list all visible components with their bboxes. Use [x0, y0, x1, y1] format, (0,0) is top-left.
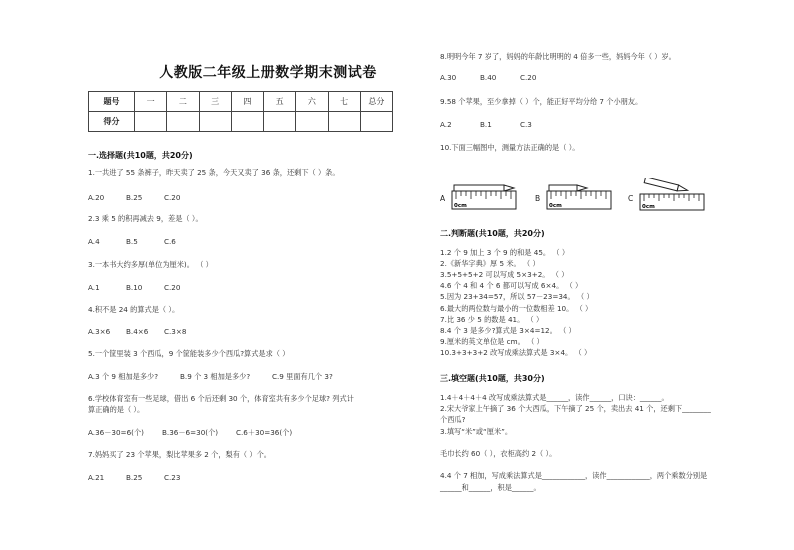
option-a: A.2: [440, 120, 452, 129]
section3-heading: 三.填空题(共10题，共30分): [440, 374, 545, 383]
score-col-total: 总分: [360, 92, 392, 112]
score-col-3: 三: [199, 92, 231, 112]
question-4: 4.积不是 24 的算式是（ ）。: [88, 305, 180, 314]
section1-heading: 一.选择题(共10题，共20分): [88, 151, 193, 160]
option-b: B.4×6: [126, 327, 149, 336]
question-8: 8.明明今年 7 岁了，妈妈的年龄比明明的 4 倍多一些，妈妈今年（ ）岁。: [440, 52, 676, 61]
ruler-figure-c: [636, 178, 710, 214]
question-7: 7.妈妈买了 23 个苹果，梨比苹果多 2 个，梨有（ ）个。: [88, 450, 271, 459]
score-col-4: 四: [231, 92, 263, 112]
figure-b-label: B: [535, 194, 541, 203]
score-table-row-labels: [89, 92, 393, 112]
judge-item-5: 5.因为 23+34=57，所以 57－23=34。 （ ）: [440, 292, 594, 301]
score-cell[interactable]: [328, 112, 360, 132]
score-cell[interactable]: [360, 112, 392, 132]
question-6-options: [88, 428, 292, 438]
option-c: C.20: [164, 283, 181, 292]
option-c: C.20: [164, 193, 181, 202]
ruler-figures: [440, 178, 770, 218]
right-column: [440, 0, 770, 550]
pencil-b: [549, 185, 577, 191]
fill-item-2-line-1: 2.宋大爷家上午摘了 36 个大西瓜，下午摘了 25 个，卖出去 41 个，还剩下________: [440, 404, 711, 413]
question-10: 10.下面三幅图中，测量方法正确的是（ ）。: [440, 143, 580, 152]
question-9: 9.58 个苹果，至少拿掉（ ）个，能正好平均分给 7 个小朋友。: [440, 97, 643, 106]
question-7-options: [88, 473, 180, 483]
question-5: 5.一个筐里装 3 个西瓜，9 个筐能装多少个西瓜?算式是求（ ）: [88, 349, 290, 358]
option-a: A.1: [88, 283, 100, 292]
option-c: C.3: [520, 120, 532, 129]
question-8-options: [440, 73, 536, 83]
question-5-options: [88, 372, 333, 382]
fill-item-1: 1.4＋4＋4＋4 改写成乘法算式是______，读作______，口诀：______。: [440, 393, 669, 402]
option-a: A.4: [88, 237, 100, 246]
ruler-figure-a: [450, 181, 520, 213]
judge-item-10: 10.3+3+3+2 改写成乘法算式是 3×4。 （ ）: [440, 348, 592, 357]
score-col-1: 一: [135, 92, 167, 112]
pencil-c: [644, 178, 688, 193]
judge-item-7: 7.比 36 少 5 的数是 41。 （ ）: [440, 315, 544, 324]
ruler-c-unit: 0cm: [642, 204, 655, 210]
score-cell[interactable]: [167, 112, 199, 132]
pencil-b-tip: [577, 185, 587, 191]
judge-item-3: 3.5+5+5+2 可以写成 5×3+2。 （ ）: [440, 270, 569, 279]
question-1-options: [88, 193, 180, 203]
pencil-a: [454, 185, 504, 191]
score-cell[interactable]: [231, 112, 263, 132]
fill-item-3: 3.填写“米”或“厘米”。: [440, 427, 513, 436]
score-col-2: 二: [167, 92, 199, 112]
question-1: 1.一共进了 55 条裤子，昨天卖了 25 条，今天又卖了 36 条，还剩下（ ）条。: [88, 168, 340, 177]
figure-a-label: A: [440, 194, 446, 203]
option-b: B.25: [126, 473, 143, 482]
page-title: 人教版二年级上册数学期末测试卷: [159, 65, 377, 81]
question-3-options: [88, 283, 180, 293]
judge-item-4: 4.6 个 4 和 4 个 6 都可以写成 6×4。 （ ）: [440, 281, 583, 290]
ruler-figure-b: [545, 181, 615, 213]
score-col-6: 六: [296, 92, 328, 112]
fill-item-4-line-2: ______和______，积是______。: [440, 483, 541, 492]
score-col-5: 五: [264, 92, 296, 112]
judge-item-6: 6.最大的两位数与最小的一位数相差 10。 （ ）: [440, 304, 593, 313]
option-b: B.1: [480, 120, 492, 129]
pencil-a-tip: [504, 185, 514, 191]
option-a: A.20: [88, 193, 105, 202]
fill-item-4-line-1: 4.4 个 7 相加，写成乘法算式是____________，读作____________，两个乘数分别是: [440, 471, 708, 480]
score-row-head: 得分: [89, 112, 135, 132]
option-a: A.36－30=6(个): [88, 428, 144, 437]
score-table-row-scores: [89, 112, 393, 132]
option-a: A.3 个 9 相加是多少?: [88, 372, 159, 381]
option-b: B.5: [126, 237, 138, 246]
score-cell[interactable]: [264, 112, 296, 132]
option-a: A.30: [440, 73, 457, 82]
question-3: 3.一本书大约多厚(单位为厘米)。 （ ）: [88, 260, 213, 269]
judge-item-9: 9.厘米的英文单位是 cm。 （ ）: [440, 337, 544, 346]
option-b: B.9 个 3 相加是多少?: [180, 372, 251, 381]
section2-heading: 二.判断题(共10题，共20分): [440, 229, 545, 238]
score-table: [88, 91, 393, 132]
judge-item-1: 1.2 个 9 加上 3 个 9 的和是 45。 （ ）: [440, 248, 570, 257]
option-c: C.3×8: [164, 327, 187, 336]
ruler-a-unit: 0cm: [454, 203, 467, 209]
figure-c-label: C: [628, 194, 634, 203]
option-c: C.9 里面有几个 3?: [272, 372, 333, 381]
option-a: A.3×6: [88, 327, 111, 336]
score-cell[interactable]: [296, 112, 328, 132]
judge-item-2: 2.《新华字典》厚 5 米。 （ ）: [440, 259, 540, 268]
fill-item-3-sub: 毛巾长约 60（ ），衣柜高约 2（ ）。: [440, 449, 557, 458]
judge-item-8: 8.4 个 3 是多少?算式是 3×4=12。 （ ）: [440, 326, 576, 335]
score-cell[interactable]: [199, 112, 231, 132]
question-6-line-2: 算正确的是（ ）。: [88, 405, 145, 414]
question-4-options: [88, 327, 186, 337]
option-b: B.40: [480, 73, 497, 82]
question-2-options: [88, 237, 176, 247]
question-9-options: [440, 120, 532, 130]
option-c: C.20: [520, 73, 537, 82]
option-b: B.10: [126, 283, 143, 292]
option-b: B.25: [126, 193, 143, 202]
score-table-head: 题号: [89, 92, 135, 112]
question-2: 2.3 乘 5 的积再减去 9，差是（ ）。: [88, 214, 203, 223]
option-c: C.23: [164, 473, 181, 482]
question-6-line-1: 6.学校体育室有一些足球，借出 6 个后还剩 30 个，体育室共有多少个足球? 列式计: [88, 394, 354, 403]
ruler-b-unit: 0cm: [549, 203, 562, 209]
option-a: A.21: [88, 473, 105, 482]
score-col-7: 七: [328, 92, 360, 112]
option-c: C.6: [164, 237, 176, 246]
fill-item-2-line-2: 个西瓜?: [440, 415, 466, 424]
option-c: C.6＋30=36(个): [236, 428, 293, 437]
left-column: [88, 0, 408, 550]
score-cell[interactable]: [135, 112, 167, 132]
option-b: B.36－6=30(个): [162, 428, 219, 437]
